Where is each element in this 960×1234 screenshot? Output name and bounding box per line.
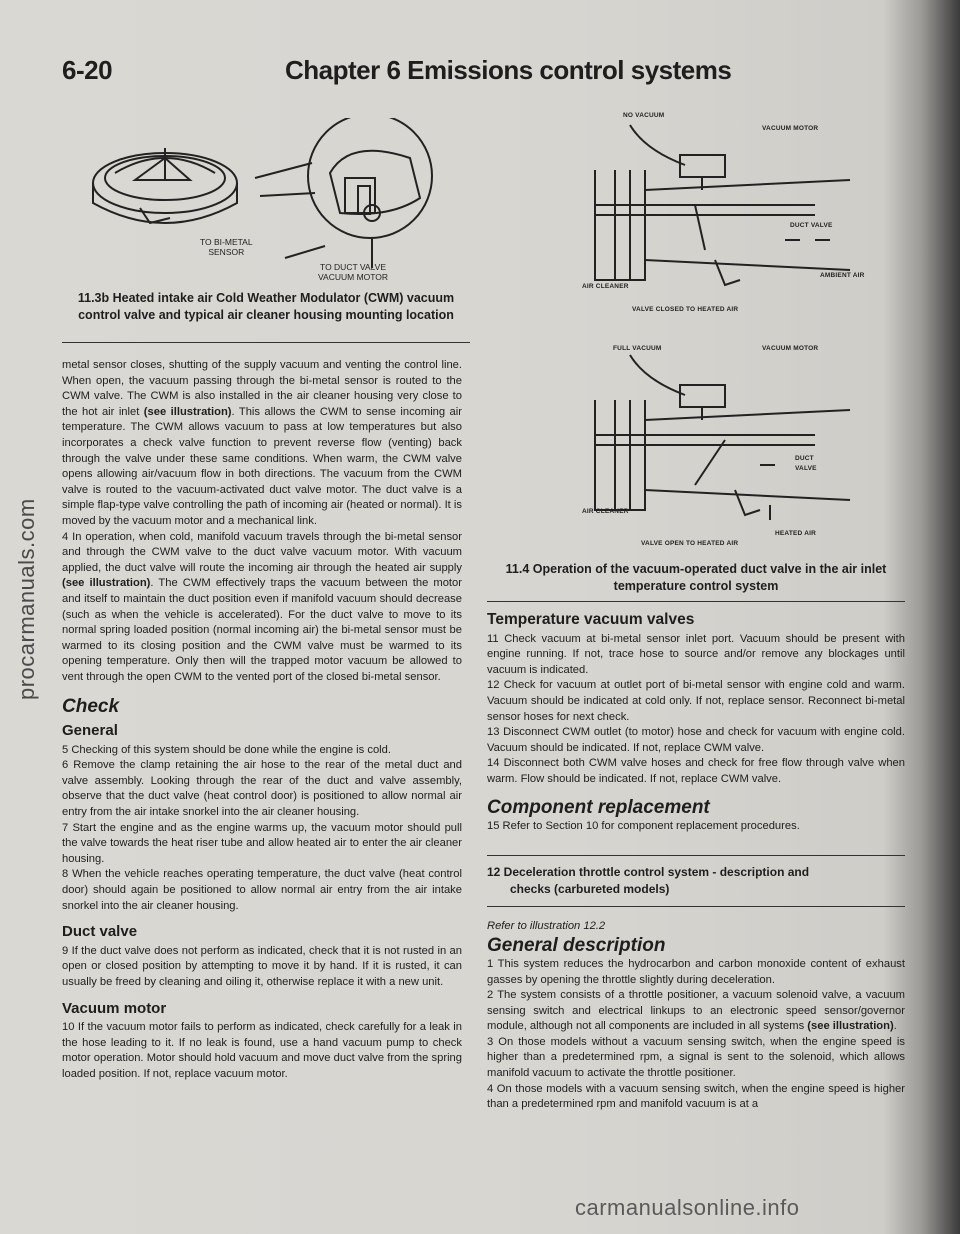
heading-temperature-vacuum-valves: Temperature vacuum valves bbox=[487, 611, 695, 628]
label-duct: DUCT bbox=[795, 455, 814, 462]
heading-component-replacement: Component replacement bbox=[487, 796, 710, 818]
watermark-procarmanuals: procarmanuals.com bbox=[14, 498, 39, 700]
paragraph-5: 5 Checking of this system should be done while the engine is cold. bbox=[62, 743, 391, 756]
paragraph-desc-4: 4 On those models with a vacuum sensing switch, when the engine speed is higher than a predetermined rpm and manifold vacuum is at a bbox=[487, 1082, 905, 1111]
paragraph-8: 8 When the vehicle reaches operating temperature, the duct valve (heat control door) should again be positioned to allow normal air entry from the air intake snorkel into the air cleaner housing. bbox=[62, 868, 462, 912]
label-no-vacuum: NO VACUUM bbox=[623, 112, 665, 119]
left-column bbox=[62, 358, 462, 1083]
right-column bbox=[487, 612, 905, 1113]
paragraph-12: 12 Check for vacuum at outlet port of bi-metal sensor with engine cold and warm. Vacuum should be indicated at cold only. If not, replace sensor. Reconnect bi-metal sensor hoses for next check. bbox=[487, 679, 905, 723]
label-heated-air: HEATED AIR bbox=[775, 530, 816, 537]
label-duct-valve-top: DUCT VALVE bbox=[790, 222, 833, 229]
watermark-carmanualsonline: carmanualsonline.info bbox=[575, 1195, 800, 1220]
heading-general: General bbox=[62, 722, 118, 740]
paragraph-desc-1: 1 This system reduces the hydrocarbon and carbon monoxide content of exhaust gasses by opening the throttle slightly during deceleration. bbox=[487, 957, 905, 986]
duct-valve-operation-illustration bbox=[585, 110, 865, 540]
heading-check: Check bbox=[62, 696, 120, 718]
paragraph-10: 10 If the vacuum motor fails to perform as indicated, check carefully for a leak in the hose leading to it. If no leak is found, use a hand vacuum pump to check motor operation. Motor should hold vacuum and move duct valve from the spring loaded position. If not, replace vacuum motor. bbox=[62, 1021, 462, 1080]
label-air-cleaner-top: AIR CLEANER bbox=[582, 283, 629, 290]
divider bbox=[487, 601, 905, 602]
paragraph-13: 13 Disconnect CWM outlet (to motor) hose and check for vacuum with engine cold. Vacuum should be indicated. If not, replace CWM valve. bbox=[487, 726, 905, 754]
divider bbox=[487, 906, 905, 907]
paragraph-14: 14 Disconnect both CWM valve hoses and check for free flow through valve when warm. Flow should be indicated. If not, replace CWM valve. bbox=[487, 757, 905, 785]
paragraph-3-cont: metal sensor closes, shutting of the supply vacuum and venting the control line. When open, the vacuum passing through the bi-metal sensor is routed to the CWM valve. The CWM is also installed in the air cleaner housing very close to the hot air inlet (see illustration). This allows the CWM to sense incoming air temperature. The CWM allows vacuum to pass at low temperatures but also incorporates a check valve function to prevent reverse flow (venting) back through the valve under these same conditions. When warm, the CWM valve opens allowing air/vacuum flow in both directions. The vacuum from the CWM valve is routed to the vacuum-activated duct valve motor. The duct valve is a simple flap-type valve controlling the path of incoming air (heated or normal). It is moved by the vacuum motor and a mechanical link. bbox=[62, 359, 462, 527]
label-to-duct-valve: TO DUCT VALVE VACUUM MOTOR bbox=[318, 262, 389, 282]
paragraph-desc-2: 2 The system consists of a throttle positioner, a vacuum solenoid valve, a vacuum sensing switch and electrical linkups to an electronic speed sensor/governor module, although not all components are included in all systems (see illustration). bbox=[487, 989, 905, 1033]
heading-duct-valve: Duct valve bbox=[62, 923, 138, 941]
paragraph-11: 11 Check vacuum at bi-metal sensor inlet port. Vacuum should be present with engine running. If not, trace hose to source and/or remove any blockages until vacuum is indicated. bbox=[487, 632, 905, 676]
heading-general-description: General description bbox=[487, 935, 666, 957]
paragraph-15: 15 Refer to Section 10 for component replacement procedures. bbox=[487, 820, 800, 833]
divider bbox=[487, 855, 905, 856]
figure-caption-11-4: 11.4 Operation of the vacuum-operated duct valve in the air inlet temperature control system bbox=[505, 562, 887, 593]
section-12-title: 12 Deceleration throttle control system - description and checks (carbureted models) bbox=[487, 864, 810, 896]
page-number: 6-20 bbox=[62, 55, 113, 85]
label-full-vacuum: FULL VACUUM bbox=[613, 345, 662, 352]
label-to-bimetal-sensor: TO BI-METAL SENSOR bbox=[200, 237, 253, 257]
refer-illustration: Refer to illustration 12.2 bbox=[487, 919, 606, 932]
heading-vacuum-motor: Vacuum motor bbox=[62, 999, 167, 1017]
label-air-cleaner-bottom: AIR CLEANER bbox=[582, 508, 629, 515]
paragraph-9: 9 If the duct valve does not perform as indicated, check that it is not rusted in an open or closed position by attempting to move it by hand. If it is rusted, it can usually be freed by cleaning and oiling it, otherwise replace it with a new unit. bbox=[62, 944, 462, 988]
paragraph-desc-3: 3 On those models without a vacuum sensing switch, when the engine speed is higher than a predetermined rpm, a signal is sent to the solenoid, which allows manifold vacuum to activate the throttle positioner. bbox=[487, 1035, 905, 1080]
label-valve: VALVE bbox=[795, 465, 817, 472]
label-vacuum-motor-top: VACUUM MOTOR bbox=[762, 125, 819, 132]
label-valve-open: VALVE OPEN TO HEATED AIR bbox=[641, 540, 739, 547]
paragraph-6: 6 Remove the clamp retaining the air hose to the rear of the metal duct and valve assembly. Looking through the rear of the duct and valve assembly, observe that the duct valve (heat control door) is positioned to allow normal air entry from the air intake snorkel into the air cleaner housing. bbox=[62, 759, 462, 819]
divider bbox=[62, 342, 470, 343]
paragraph-4: 4 In operation, when cold, manifold vacuum travels through the bi-metal sensor and through the CWM valve to the duct valve vacuum motor. With vacuum applied, the duct valve will route the incoming air through the heated air supply (see illustration). The CWM effectively traps the vacuum between the motor and itself to maintain the duct position even if manifold vacuum should decrease (such as when the vehicle is accelerated). For the duct valve to move to its normal spring loaded position (normal incoming air) the bi-metal sensor must be warmed to its closing position and the CWM valve must be warmed to its opening temperature. Only then will the trapped motor vacuum be allowed to vent through the open CWM to the vented port of the closed bi-metal sensor. bbox=[62, 530, 462, 683]
label-valve-closed: VALVE CLOSED TO HEATED AIR bbox=[632, 306, 739, 313]
label-ambient-air: AMBIENT AIR bbox=[820, 272, 865, 279]
paragraph-7: 7 Start the engine and as the engine warms up, the vacuum motor should pull the valve towards the heat riser tube and allow heated air to enter the air cleaner housing. bbox=[62, 821, 462, 865]
figure-caption-11-3b: 11.3b Heated intake air Cold Weather Modulator (CWM) vacuum control valve and typical air cleaner housing mounting location bbox=[77, 291, 455, 322]
cwm-valve-illustration bbox=[90, 118, 480, 283]
label-vacuum-motor-bottom: VACUUM MOTOR bbox=[762, 345, 819, 352]
chapter-title: Chapter 6 Emissions control systems bbox=[285, 55, 732, 85]
